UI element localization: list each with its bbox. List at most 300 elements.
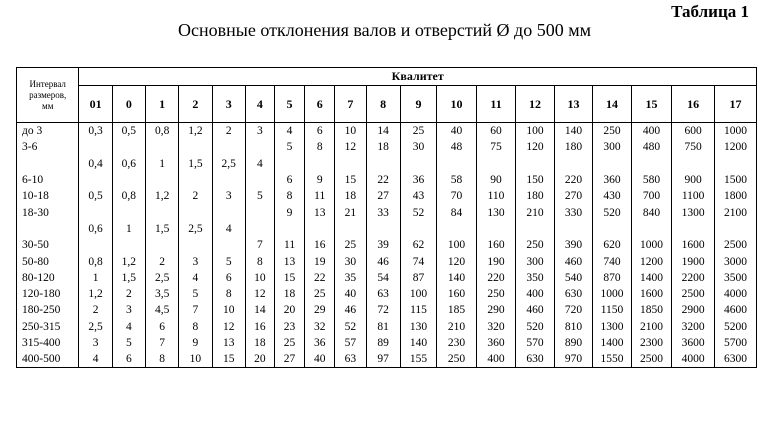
value-cell: 81 [366,319,400,335]
value-cell: 1200 [631,253,672,269]
value-cell: 1,5 [145,221,178,237]
value-cell: 2 [179,188,212,204]
value-cell: 600 [672,123,715,140]
value-cell: 270 [554,188,592,204]
value-cell: 5 [274,139,304,155]
value-cell: 400 [516,286,554,302]
range-cell: 250-315 [17,319,79,335]
value-cell: 6 [145,319,178,335]
value-cell [516,221,554,237]
value-cell: 1800 [714,188,756,204]
value-cell [79,204,112,220]
value-cell: 2100 [714,204,756,220]
range-cell: до 3 [17,123,79,140]
value-cell: 520 [593,204,631,220]
value-cell: 220 [476,270,516,286]
value-cell: 1 [145,156,178,172]
value-cell [400,156,436,172]
value-cell: 740 [593,253,631,269]
grade-header-cell: 17 [714,86,756,123]
value-cell: 5 [179,286,212,302]
value-cell: 7 [179,302,212,318]
value-cell: 1100 [672,188,715,204]
table-title: Основные отклонения валов и отверстий Ø до 500 мм [178,20,591,40]
value-cell: 0,8 [112,188,145,204]
value-cell: 290 [476,302,516,318]
value-cell: 11 [274,237,304,253]
value-cell: 890 [554,335,592,351]
value-cell: 870 [593,270,631,286]
value-cell: 25 [400,123,436,140]
value-cell: 46 [366,253,400,269]
table-row [17,253,757,269]
value-cell: 57 [335,335,366,351]
range-cell: 10-18 [17,188,79,204]
value-cell: 2,5 [79,319,112,335]
value-cell: 4 [179,270,212,286]
value-cell: 180 [516,188,554,204]
value-cell [400,221,436,237]
value-cell: 630 [554,286,592,302]
value-cell: 220 [554,172,592,188]
value-cell: 15 [274,270,304,286]
range-cell: 80-120 [17,270,79,286]
range-cell: 3-6 [17,139,79,155]
value-cell [112,237,145,253]
value-cell [79,237,112,253]
grade-header-cell: 5 [274,86,304,123]
value-cell: 1550 [593,351,631,368]
value-cell: 6300 [714,351,756,368]
value-cell: 0,4 [79,156,112,172]
value-cell: 2300 [631,335,672,351]
value-cell: 1200 [714,139,756,155]
value-cell: 46 [335,302,366,318]
grade-header-cell: 2 [179,86,212,123]
value-cell: 13 [274,253,304,269]
value-cell [274,156,304,172]
value-cell: 6 [305,123,335,140]
value-cell: 250 [476,286,516,302]
value-cell: 40 [437,123,477,140]
value-cell: 10 [335,123,366,140]
value-cell: 30 [400,139,436,155]
value-cell: 9 [305,172,335,188]
value-cell: 360 [476,335,516,351]
value-cell: 100 [400,286,436,302]
value-cell: 1,2 [179,123,212,140]
value-cell: 460 [554,253,592,269]
value-cell: 39 [366,237,400,253]
value-cell [79,172,112,188]
value-cell [631,221,672,237]
grade-header-cell: 16 [672,86,715,123]
table-body [17,123,757,368]
value-cell: 40 [335,286,366,302]
value-cell: 1150 [593,302,631,318]
value-cell: 300 [593,139,631,155]
value-cell: 1900 [672,253,715,269]
value-cell: 185 [437,302,477,318]
value-cell: 8 [145,351,178,368]
value-cell: 2 [145,253,178,269]
value-cell [179,139,212,155]
value-cell [366,156,400,172]
value-cell [305,221,335,237]
range-header [17,68,79,123]
table-number-label: Таблица 1 [671,2,749,21]
value-cell: 21 [335,204,366,220]
value-cell [366,221,400,237]
value-cell [305,156,335,172]
value-cell: 0,8 [79,253,112,269]
value-cell [593,156,631,172]
value-cell: 5700 [714,335,756,351]
value-cell [476,156,516,172]
value-cell: 20 [274,302,304,318]
value-cell: 810 [554,319,592,335]
value-cell: 160 [476,237,516,253]
value-cell: 13 [305,204,335,220]
range-cell [17,156,79,172]
value-cell [145,204,178,220]
grade-header-cell: 15 [631,86,672,123]
value-cell: 2500 [672,286,715,302]
value-cell: 52 [400,204,436,220]
value-cell: 155 [400,351,436,368]
value-cell: 13 [212,335,245,351]
range-cell: 50-80 [17,253,79,269]
grade-header-cell: 4 [245,86,274,123]
value-cell: 2,5 [179,221,212,237]
value-cell [245,139,274,155]
value-cell: 0,6 [79,221,112,237]
value-cell [212,237,245,253]
value-cell: 1,2 [145,188,178,204]
range-cell: 120-180 [17,286,79,302]
value-cell: 29 [305,302,335,318]
value-cell: 1300 [593,319,631,335]
value-cell: 130 [476,204,516,220]
value-cell: 230 [437,335,477,351]
value-cell: 3000 [714,253,756,269]
value-cell: 3 [79,335,112,351]
grade-header-cell: 1 [145,86,178,123]
value-cell [112,172,145,188]
table-row [17,188,757,204]
value-cell: 15 [212,351,245,368]
value-cell: 32 [305,319,335,335]
value-cell: 25 [335,237,366,253]
value-cell: 84 [437,204,477,220]
grade-header-cell: 8 [366,86,400,123]
value-cell: 4 [79,351,112,368]
value-cell: 8 [212,286,245,302]
value-cell: 1500 [714,172,756,188]
value-cell: 4,5 [145,302,178,318]
value-cell: 180 [554,139,592,155]
value-cell: 160 [437,286,477,302]
value-cell: 10 [179,351,212,368]
value-cell: 25 [305,286,335,302]
grade-header-cell: 6 [305,86,335,123]
value-cell: 1,5 [179,156,212,172]
grade-header-cell: 11 [476,86,516,123]
value-cell: 350 [516,270,554,286]
value-cell: 18 [274,286,304,302]
table-row [17,139,757,155]
value-cell: 120 [437,253,477,269]
value-cell: 15 [335,172,366,188]
value-cell: 4 [274,123,304,140]
value-cell [437,156,477,172]
value-cell: 60 [476,123,516,140]
value-cell: 330 [554,204,592,220]
grade-header-cell: 9 [400,86,436,123]
value-cell: 430 [593,188,631,204]
value-cell: 4000 [714,286,756,302]
value-cell: 100 [516,123,554,140]
value-cell [245,172,274,188]
value-cell: 23 [274,319,304,335]
value-cell: 4000 [672,351,715,368]
range-cell [17,221,79,237]
table-row [17,351,757,368]
value-cell: 25 [274,335,304,351]
value-cell: 11 [305,188,335,204]
value-cell: 3500 [714,270,756,286]
grade-header-row [17,86,757,123]
value-cell: 8 [274,188,304,204]
value-cell [554,221,592,237]
value-cell: 2100 [631,319,672,335]
qualitet-header: Квалитет [79,68,757,86]
value-cell: 1600 [672,237,715,253]
value-cell: 87 [400,270,436,286]
value-cell [554,156,592,172]
value-cell: 63 [335,351,366,368]
value-cell: 210 [437,319,477,335]
value-cell: 7 [145,335,178,351]
value-cell [631,156,672,172]
value-cell [179,237,212,253]
value-cell [593,221,631,237]
value-cell: 100 [437,237,477,253]
value-cell: 97 [366,351,400,368]
range-cell: 315-400 [17,335,79,351]
value-cell: 36 [400,172,436,188]
value-cell: 3200 [672,319,715,335]
value-cell: 33 [366,204,400,220]
value-cell: 1,5 [112,270,145,286]
value-cell: 12 [335,139,366,155]
value-cell: 1000 [593,286,631,302]
value-cell: 7 [245,237,274,253]
value-cell: 0,6 [112,156,145,172]
value-cell [112,139,145,155]
value-cell: 36 [305,335,335,351]
value-cell: 18 [366,139,400,155]
value-cell [672,156,715,172]
value-cell [112,204,145,220]
grade-header-cell: 10 [437,86,477,123]
table-row [17,123,757,140]
value-cell [274,221,304,237]
value-cell: 250 [593,123,631,140]
value-cell: 62 [400,237,436,253]
value-cell: 63 [366,286,400,302]
value-cell [245,204,274,220]
value-cell: 48 [437,139,477,155]
value-cell: 1 [79,270,112,286]
value-cell: 14 [245,302,274,318]
value-cell [212,172,245,188]
value-cell: 70 [437,188,477,204]
value-cell: 5 [112,335,145,351]
value-cell: 8 [179,319,212,335]
value-cell: 900 [672,172,715,188]
value-cell: 20 [245,351,274,368]
value-cell: 40 [305,351,335,368]
value-cell: 19 [305,253,335,269]
grade-header-cell: 3 [212,86,245,123]
value-cell: 6 [274,172,304,188]
value-cell [212,204,245,220]
deviations-table [16,67,757,368]
value-cell: 27 [366,188,400,204]
value-cell [179,172,212,188]
value-cell: 2 [79,302,112,318]
value-cell [245,221,274,237]
value-cell: 840 [631,204,672,220]
table-row [17,204,757,220]
value-cell: 10 [212,302,245,318]
range-header-line: размеров, [29,89,67,100]
grade-header-cell: 7 [335,86,366,123]
table-row [17,319,757,335]
value-cell: 120 [516,139,554,155]
value-cell: 30 [335,253,366,269]
value-cell: 16 [305,237,335,253]
value-cell: 4 [212,221,245,237]
value-cell: 72 [366,302,400,318]
value-cell [335,156,366,172]
value-cell: 620 [593,237,631,253]
value-cell: 1850 [631,302,672,318]
value-cell: 190 [476,253,516,269]
value-cell: 3 [112,302,145,318]
value-cell: 5 [212,253,245,269]
value-cell: 2,5 [145,270,178,286]
value-cell: 2500 [631,351,672,368]
value-cell: 6 [112,351,145,368]
value-cell: 0,3 [79,123,112,140]
value-cell [714,221,756,237]
value-cell: 4600 [714,302,756,318]
range-cell: 180-250 [17,302,79,318]
value-cell: 9 [179,335,212,351]
grade-header-cell: 12 [516,86,554,123]
value-cell: 360 [593,172,631,188]
value-cell [516,156,554,172]
value-cell: 250 [437,351,477,368]
value-cell: 43 [400,188,436,204]
range-cell: 30-50 [17,237,79,253]
value-cell: 1400 [631,270,672,286]
value-cell [335,221,366,237]
value-cell: 540 [554,270,592,286]
value-cell: 12 [245,286,274,302]
value-cell [672,221,715,237]
table-row [17,270,757,286]
value-cell: 140 [437,270,477,286]
grade-header-cell: 0 [112,86,145,123]
value-cell: 6 [212,270,245,286]
range-cell: 400-500 [17,351,79,368]
range-header-line: мм [42,100,54,111]
value-cell: 2900 [672,302,715,318]
value-cell: 400 [631,123,672,140]
value-cell: 3 [179,253,212,269]
value-cell: 750 [672,139,715,155]
value-cell: 8 [245,253,274,269]
value-cell: 140 [400,335,436,351]
table-row [17,237,757,253]
value-cell: 4 [112,319,145,335]
value-cell: 8 [305,139,335,155]
value-cell: 12 [212,319,245,335]
range-cell: 18-30 [17,204,79,220]
value-cell: 1600 [631,286,672,302]
value-cell: 22 [305,270,335,286]
table-row [17,335,757,351]
value-cell [212,139,245,155]
value-cell: 110 [476,188,516,204]
value-cell: 9 [274,204,304,220]
value-cell [79,139,112,155]
value-cell: 27 [274,351,304,368]
value-cell: 1300 [672,204,715,220]
range-cell: 6-10 [17,172,79,188]
value-cell [179,204,212,220]
value-cell [714,156,756,172]
value-cell: 700 [631,188,672,204]
value-cell: 16 [245,319,274,335]
grade-header-cell: 14 [593,86,631,123]
value-cell: 2 [212,123,245,140]
value-cell: 2500 [714,237,756,253]
value-cell: 460 [516,302,554,318]
value-cell: 58 [437,172,477,188]
value-cell: 400 [476,351,516,368]
value-cell: 1,2 [79,286,112,302]
table-row [17,172,757,188]
value-cell: 74 [400,253,436,269]
value-cell: 3 [212,188,245,204]
value-cell [145,139,178,155]
table-row [17,221,757,237]
value-cell [437,221,477,237]
value-cell: 570 [516,335,554,351]
value-cell: 3 [245,123,274,140]
value-cell: 630 [516,351,554,368]
value-cell: 0,8 [145,123,178,140]
value-cell: 250 [516,237,554,253]
value-cell: 140 [554,123,592,140]
value-cell [145,237,178,253]
value-cell: 22 [366,172,400,188]
value-cell: 1400 [593,335,631,351]
